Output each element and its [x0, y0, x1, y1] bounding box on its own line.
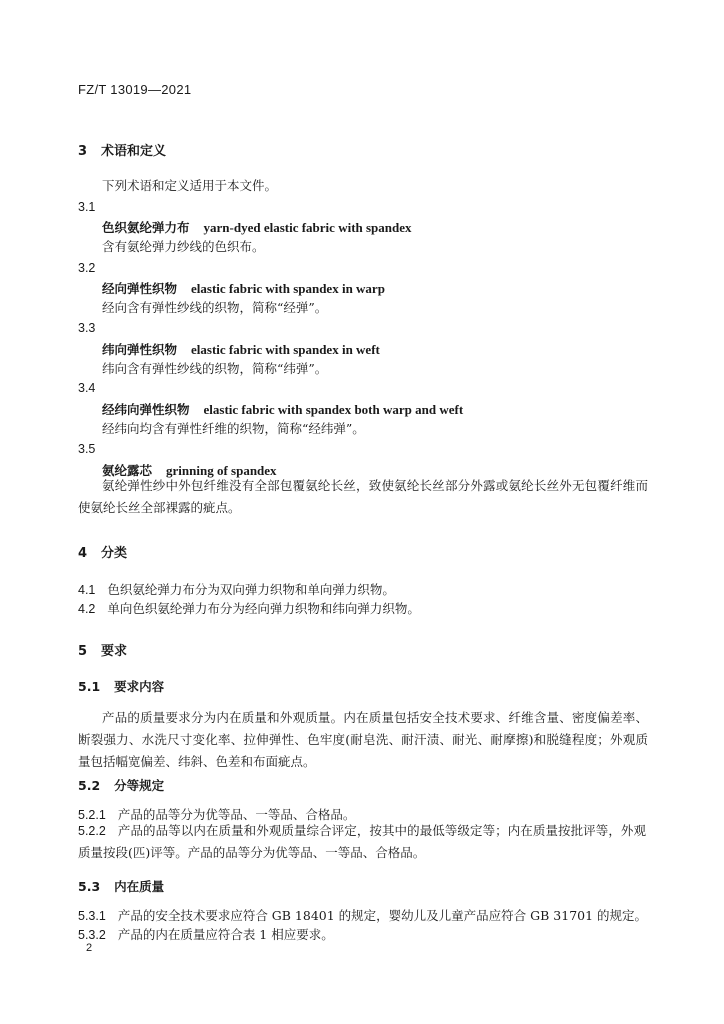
clause	[78, 906, 647, 924]
requirements-text: 产品的质量要求分为内在质量和外观质量。内在质量包括安全技术要求、纤维含量、密度偏差率、断裂强力、水洗尺寸变化率、拉伸弹性、色牢度(耐皂洗、耐汗渍、耐光、耐摩擦)和脱缝程度；外观质量包括幅宽偏差、纬斜、色差和布面疵点。	[78, 710, 648, 769]
subsection-5-1-heading	[78, 677, 164, 695]
clause	[78, 580, 395, 598]
clause	[78, 599, 420, 617]
clause-text: 产品的安全技术要求应符合 GB 18401 的规定，婴幼儿及儿童产品应符合 GB 31701 的规定。	[117, 908, 648, 923]
clause-number: 4.1	[78, 583, 96, 597]
subsection-title: 分等规定	[114, 778, 165, 793]
section-title: 分类	[101, 546, 128, 561]
section-3-heading	[78, 140, 166, 159]
term-en: elastic fabric with spandex both warp and weft	[203, 402, 464, 417]
term-zh: 氨纶露芯	[102, 463, 153, 478]
clause-text: 产品的品等分为优等品、一等品、合格品。	[117, 807, 356, 822]
subsection-number: 5.1	[78, 679, 101, 694]
subsection-number: 5.2	[78, 778, 101, 793]
clause-number: 4.2	[78, 602, 96, 616]
section-title: 术语和定义	[101, 144, 167, 159]
section-number: 5	[78, 644, 88, 659]
section-3-intro: 下列术语和定义适用于本文件。	[102, 178, 278, 193]
term-heading	[102, 218, 412, 236]
clause-text: 单向色织氨纶弹力布分为经向弹力织物和纬向弹力织物。	[107, 601, 420, 616]
term-number: 3.2	[78, 261, 96, 275]
subsection-5-3-heading	[78, 877, 164, 895]
section-5-heading	[78, 640, 127, 659]
term-en: grinning of spandex	[166, 463, 277, 478]
subsection-number: 5.3	[78, 879, 101, 894]
term-definition: 含有氨纶弹力纱线的色织布。	[102, 239, 265, 254]
subsection-title: 内在质量	[114, 879, 165, 894]
requirements-paragraph	[78, 707, 648, 773]
term-en: elastic fabric with spandex in weft	[191, 342, 380, 357]
section-4-heading	[78, 542, 127, 561]
term-zh: 经纬向弹性织物	[102, 402, 190, 417]
clause-paragraph	[78, 820, 646, 864]
clause-number: 5.2.2	[78, 824, 106, 838]
clause-number: 5.3.1	[78, 909, 106, 923]
term-definition: 纬向含有弹性纱线的织物，简称“纬弹”。	[102, 361, 328, 376]
term-heading	[102, 340, 380, 358]
term-heading	[102, 279, 385, 297]
clause-number: 5.3.2	[78, 928, 106, 942]
term-en: elastic fabric with spandex in warp	[191, 281, 385, 296]
clause-text: 色织氨纶弹力布分为双向弹力织物和单向弹力织物。	[107, 582, 395, 597]
term-heading	[102, 400, 463, 418]
standard-code-header: FZ/T 13019—2021	[78, 82, 192, 97]
term-definition: 氨纶弹性纱中外包纤维没有全部包覆氨纶长丝，致使氨纶长丝部分外露或氨纶长丝外无包覆纤维而使氨纶长丝全部裸露的疵点。	[78, 478, 648, 515]
page-number: 2	[86, 942, 93, 954]
term-number: 3.3	[78, 321, 96, 335]
term-zh: 纬向弹性织物	[102, 342, 178, 357]
clause-number: 5.2.1	[78, 808, 106, 822]
section-number: 4	[78, 546, 88, 561]
term-number: 3.5	[78, 442, 96, 456]
clause	[78, 925, 334, 943]
term-en: yarn-dyed elastic fabric with spandex	[203, 220, 412, 235]
term-zh: 色织氨纶弹力布	[102, 220, 190, 235]
clause-text: 产品的内在质量应符合表 1 相应要求。	[117, 927, 334, 942]
subsection-title: 要求内容	[114, 679, 165, 694]
term-number: 3.4	[78, 381, 96, 395]
subsection-5-2-heading	[78, 776, 164, 794]
section-number: 3	[78, 144, 88, 159]
term-definition: 经向含有弹性纱线的织物，简称“经弹”。	[102, 300, 328, 315]
term-definition-paragraph	[78, 475, 648, 519]
clause	[78, 820, 646, 864]
clause-text: 产品的品等以内在质量和外观质量综合评定，按其中的最低等级定等；内在质量按批评等，外观质量按段(匹)评等。产品的品等分为优等品、一等品、合格品。	[78, 823, 646, 860]
term-zh: 经向弹性织物	[102, 281, 178, 296]
term-number: 3.1	[78, 200, 96, 214]
section-title: 要求	[101, 644, 128, 659]
term-definition: 经纬向均含有弹性纤维的织物，简称“经纬弹”。	[102, 421, 365, 436]
